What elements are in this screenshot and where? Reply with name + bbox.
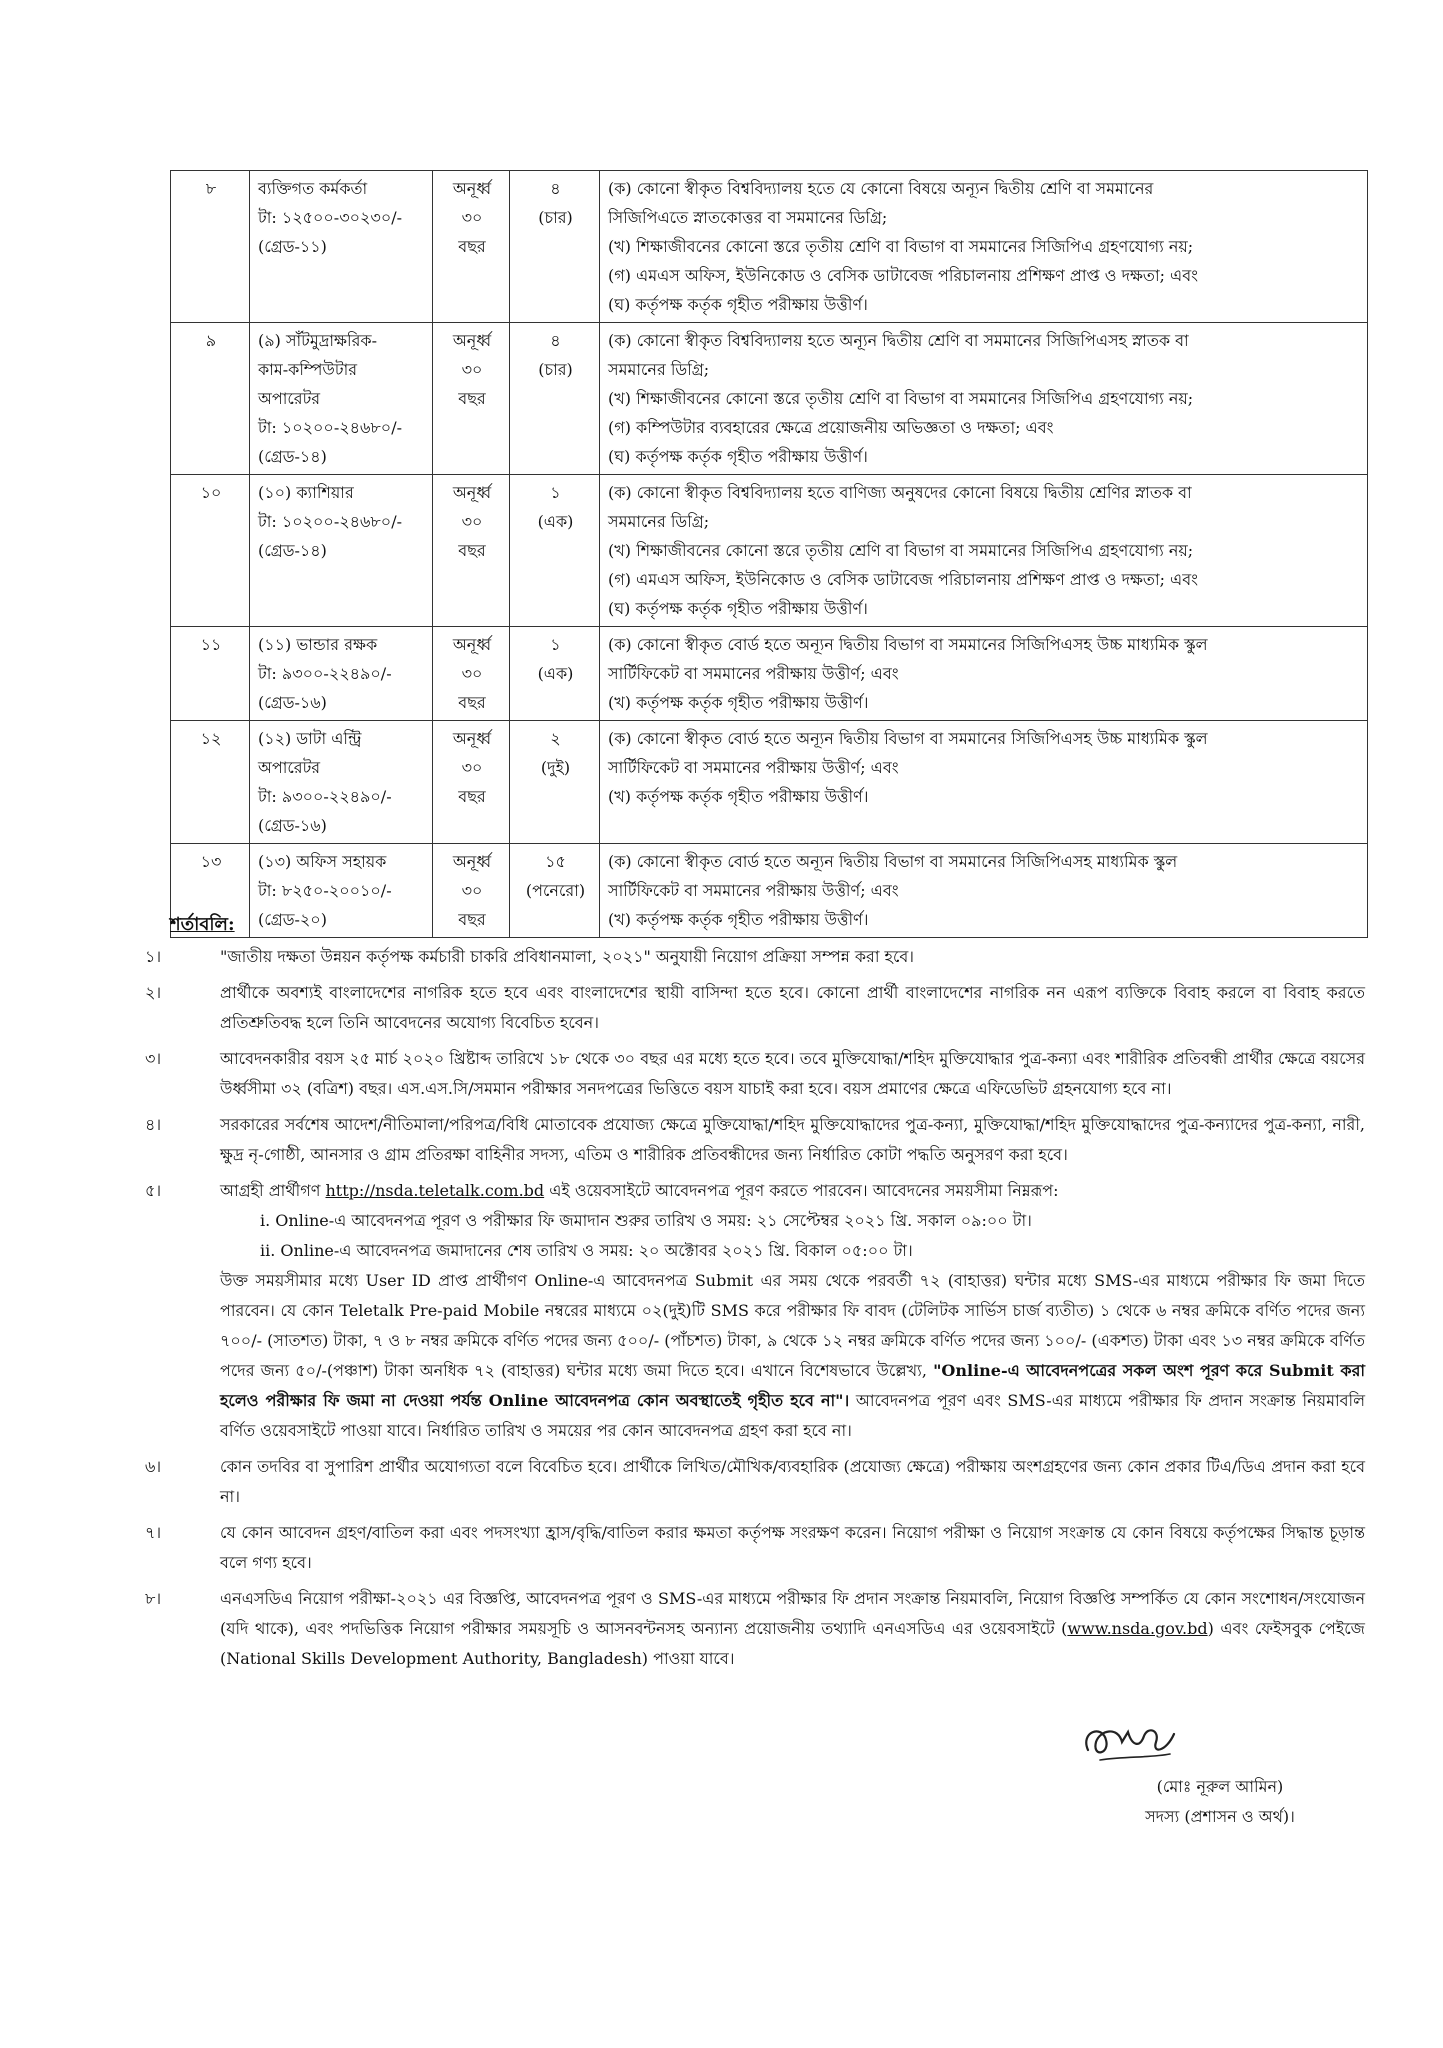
post-name-cell <box>250 721 433 844</box>
term-8-text-a: এনএসডিএ নিয়োগ পরীক্ষা-২০২১ এর বিজ্ঞপ্তি, আবেদনপত্র পূরণ ও SMS-এর মাধ্যমে পরীক্ষার ফি প্রদান সংক্রান্ত নিয়মাবলি, নিয়োগ বিজ্ঞপ্তি সম্পর্কিত যে কোন সংশোধন/সংযোজন (যদি থাকে), এবং পদভিত্তিক নিয়োগ পরীক্ষার সময়সূচি ও আসনবন্টনসহ অন্যান্য প্রয়োজনীয় তথ্যাদি এনএসডিএ এর ওয়েবসাইটে ( <box>220 1589 1365 1638</box>
term-item <box>145 1518 1365 1578</box>
qualification-line: সার্টিফিকেট বা সমমানের পরীক্ষায় উত্তীর্ণ; এবং <box>608 881 899 900</box>
qualification-line: সার্টিফিকেট বা সমমানের পরীক্ষায় উত্তীর্ণ; এবং <box>608 758 899 777</box>
age-limit-line: অনূর্ধ্ব <box>452 729 492 748</box>
term-text <box>220 1176 1365 1446</box>
qualification-cell <box>600 627 1368 721</box>
age-limit-line: অনূর্ধ্ব <box>452 179 492 198</box>
qualification-line: (ক) কোনো স্বীকৃত বোর্ড হতে অন্যূন দ্বিতীয় বিভাগ বা সমমানের সিজিপিএসহ মাধ্যমিক স্কুল <box>608 852 1178 871</box>
age-limit-line: অনূর্ধ্ব <box>452 483 492 502</box>
qualification-cell <box>600 844 1368 938</box>
post-name-line: কাম-কম্পিউটার <box>258 360 358 379</box>
qualification-line: (ক) কোনো স্বীকৃত বোর্ড হতে অন্যূন দ্বিতীয় বিভাগ বা সমমানের সিজিপিএসহ উচ্চ মাধ্যমিক স্কুল <box>608 635 1208 654</box>
signature-block <box>1070 1712 1370 1832</box>
posts-table-body <box>171 171 1368 938</box>
post-count-line: (চার) <box>538 208 573 227</box>
qualification-line: (ক) কোনো স্বীকৃত বিশ্ববিদ্যালয় হতে বাণিজ্য অনুষদের কোনো বিষয়ে দ্বিতীয় শ্রেণির স্নাতক বা <box>608 483 1192 502</box>
term-5-body-b: আবেদনপত্র পূরণ এবং SMS-এর মাধ্যমে পরীক্ষার ফি প্রদান সংক্রান্ত নিয়মাবলি বর্ণিত ওয়েবসাইটে পাওয়া যাবে। নির্ধারিত তারিখ ও সময়ের পর কোন আবেদনপত্র গ্রহণ করা হবে না। <box>220 1391 1365 1440</box>
term-number: ৬। <box>145 1457 162 1476</box>
post-count-line: (চার) <box>538 360 573 379</box>
qualification-line: (খ) শিক্ষাজীবনের কোনো স্তরে তৃতীয় শ্রেণি বা বিভাগ বা সমমানের সিজিপিএ গ্রহণযোগ্য নয়; <box>608 541 1194 560</box>
post-count-line: ১৫ <box>545 852 566 871</box>
post-name-line: টা: ১২৫০০-৩০২৩০/- <box>258 208 403 227</box>
term-number: ৩। <box>145 1049 162 1068</box>
term-number: ৮। <box>145 1589 162 1608</box>
teletalk-link[interactable]: http://nsda.teletalk.com.bd <box>325 1181 545 1200</box>
age-limit-line: বছর <box>458 541 486 560</box>
term-item <box>145 1452 1365 1512</box>
post-count-line: (এক) <box>537 512 574 531</box>
qualification-line: সমমানের ডিগ্রি; <box>608 360 710 379</box>
post-count-cell <box>510 627 600 721</box>
post-name-line: (গ্রেড-১৬) <box>258 816 327 835</box>
term-number: ৭। <box>145 1523 162 1542</box>
term-8-text-b: ) এবং ফেইসবুক পেইজে (National Skills Development Authority, Bangladesh) পাওয়া যাবে। <box>220 1619 1365 1668</box>
qualification-line: (গ) কম্পিউটার ব্যবহারের ক্ষেত্রে প্রয়োজনীয় অভিজ্ঞতা ও দক্ষতা; এবং <box>608 418 1054 437</box>
post-row <box>171 627 1368 721</box>
signatory-designation: সদস্য (প্রশাসন ও অর্থ)। <box>1145 1807 1295 1826</box>
post-row <box>171 844 1368 938</box>
post-name-line: (১৩) অফিস সহায়ক <box>258 852 387 871</box>
term-number: ৫। <box>145 1181 162 1200</box>
qualification-cell <box>600 323 1368 475</box>
qualification-line: সার্টিফিকেট বা সমমানের পরীক্ষায় উত্তীর্ণ; এবং <box>608 664 899 683</box>
post-name-line: (১২) ডাটা এন্ট্রি <box>258 729 362 748</box>
post-name-line: (গ্রেড-১৪) <box>258 447 327 466</box>
post-name-cell <box>250 844 433 938</box>
serial-cell: ১৩ <box>171 844 250 938</box>
post-count-line: ১ <box>550 635 561 654</box>
term-5-intro-a: আগ্রহী প্রার্থীগণ <box>220 1181 321 1200</box>
post-name-line: ব্যক্তিগত কর্মকর্তা <box>258 179 368 198</box>
age-limit-line: অনূর্ধ্ব <box>452 852 492 871</box>
qualification-line: (ঘ) কর্তৃপক্ষ কর্তৃক গৃহীত পরীক্ষায় উত্তীর্ণ। <box>608 599 868 618</box>
serial-cell: ১২ <box>171 721 250 844</box>
deadline-end: ii. Online-এ আবেদনপত্র জমাদানের শেষ তারিখ ও সময়: ২০ অক্টোবর ২০২১ খ্রি. বিকাল ০৫:০০ টা। <box>260 1241 913 1260</box>
post-name-line: (গ্রেড-১৪) <box>258 541 327 560</box>
age-limit-line: বছর <box>458 910 486 929</box>
signatory-name: (মোঃ নূরুল আমিন) <box>1156 1777 1284 1796</box>
qualification-line: (গ) এমএস অফিস, ইউনিকোড ও বেসিক ডাটাবেজ পরিচালনায় প্রশিক্ষণ প্রাপ্ত ও দক্ষতা; এবং <box>608 570 1199 589</box>
qualification-line: সিজিপিএতে স্নাতকোত্তর বা সমমানের ডিগ্রি; <box>608 208 888 227</box>
qualification-line: (গ) এমএস অফিস, ইউনিকোড ও বেসিক ডাটাবেজ পরিচালনায় প্রশিক্ষণ প্রাপ্ত ও দক্ষতা; এবং <box>608 266 1199 285</box>
post-name-cell <box>250 323 433 475</box>
post-count-cell <box>510 475 600 627</box>
age-limit-cell <box>433 627 510 721</box>
serial-cell: ১০ <box>171 475 250 627</box>
post-count-line: ১ <box>550 483 561 502</box>
post-count-line: (পনেরো) <box>525 881 586 900</box>
serial-cell: ৮ <box>171 171 250 323</box>
term-item <box>145 1176 1365 1446</box>
term-item <box>145 1584 1365 1674</box>
age-limit-line: ৩০ <box>461 758 483 777</box>
age-limit-line: বছর <box>458 237 486 256</box>
age-limit-cell <box>433 171 510 323</box>
term-5-intro-b: এই ওয়েবসাইটে আবেদনপত্র পূরণ করতে পারবেন। আবেদনের সময়সীমা নিম্নরূপ: <box>549 1181 1059 1200</box>
handwritten-signature <box>1070 1712 1190 1772</box>
age-limit-line: অনূর্ধ্ব <box>452 331 492 350</box>
age-limit-line: ৩০ <box>461 881 483 900</box>
post-count-line: ৪ <box>550 179 561 198</box>
post-row <box>171 171 1368 323</box>
serial-cell: ৯ <box>171 323 250 475</box>
age-limit-cell <box>433 323 510 475</box>
qualification-line: (ঘ) কর্তৃপক্ষ কর্তৃক গৃহীত পরীক্ষায় উত্তীর্ণ। <box>608 295 868 314</box>
serial-cell: ১১ <box>171 627 250 721</box>
term-5-important-note: "Online-এ আবেদনপত্রের সকল অংশ পূরণ করে Submit করা হলেও পরীক্ষার ফি জমা না দেওয়া পর্যন্ত Online আবেদনপত্র কোন অবস্থাতেই গৃহীত হবে না"। <box>220 1361 1366 1410</box>
post-count-line: (দুই) <box>540 758 571 777</box>
deadline-start: i. Online-এ আবেদনপত্র পূরণ ও পরীক্ষার ফি জমাদান শুরুর তারিখ ও সময়: ২১ সেপ্টেম্বর ২০২১ খ্রি. সকাল ০৯:০০ টা। <box>260 1211 1032 1230</box>
post-name-line: টা: ১০২০০-২৪৬৮০/- <box>258 418 403 437</box>
age-limit-line: বছর <box>458 787 486 806</box>
qualification-cell <box>600 721 1368 844</box>
age-limit-cell <box>433 721 510 844</box>
post-name-cell <box>250 627 433 721</box>
post-name-line: অপারেটর <box>258 758 321 777</box>
terms-list <box>145 942 1365 1680</box>
qualification-line: (খ) কর্তৃপক্ষ কর্তৃক গৃহীত পরীক্ষায় উত্তীর্ণ। <box>608 693 869 712</box>
age-limit-line: অনূর্ধ্ব <box>452 635 492 654</box>
post-name-line: (গ্রেড-১১) <box>258 237 327 256</box>
age-limit-line: ৩০ <box>461 360 483 379</box>
post-count-line: (এক) <box>537 664 574 683</box>
qualification-line: (খ) কর্তৃপক্ষ কর্তৃক গৃহীত পরীক্ষায় উত্তীর্ণ। <box>608 910 869 929</box>
post-name-cell <box>250 171 433 323</box>
post-row <box>171 323 1368 475</box>
qualification-line: (খ) শিক্ষাজীবনের কোনো স্তরে তৃতীয় শ্রেণি বা বিভাগ বা সমমানের সিজিপিএ গ্রহণযোগ্য নয়; <box>608 389 1194 408</box>
post-name-line: (১০) ক্যাশিয়ার <box>258 483 354 502</box>
qualification-cell <box>600 475 1368 627</box>
term-item <box>145 942 1365 972</box>
post-count-cell <box>510 171 600 323</box>
post-count-cell <box>510 721 600 844</box>
post-count-line: ৪ <box>550 331 561 350</box>
term-5-body-a: উক্ত সময়সীমার মধ্যে User ID প্রাপ্ত প্রার্থীগণ Online-এ আবেদনপত্র Submit এর সময় থেকে পরবর্তী ৭২ (বাহাত্তর) ঘন্টার মধ্যে SMS-এর মাধ্যমে পরীক্ষার ফি জমা দিতে পারবেন। যে কোন Teletalk Pre-paid Mobile নম্বরের মাধ্যমে ০২(দুই)টি SMS করে পরীক্ষার ফি বাবদ (টেলিটক সার্ভিস চার্জ ব্যতীত) ১ থেকে ৬ নম্বর ক্রমিকে বর্ণিত পদের জন্য ৭০০/- (সাতশত) টাকা, ৭ ও ৮ নম্বর ক্রমিকে বর্ণিত পদের জন্য ৫০০/- (পাঁচশত) টাকা, ৯ থেকে ১২ নম্বর ক্রমিকে বর্ণিত পদের জন্য ১০০/- (একশত) টাকা এবং ১৩ নম্বর ক্রমিকে বর্ণিত পদের জন্য ৫০/-(পঞ্চাশ) টাকা অনধিক ৭২ (বাহাত্তর) ঘন্টার মধ্যে জমা দিতে হবে। এখানে বিশেষভাবে উল্লেখ্য, <box>220 1271 1365 1380</box>
post-count-cell <box>510 323 600 475</box>
post-name-cell <box>250 475 433 627</box>
qualification-line: (ক) কোনো স্বীকৃত বোর্ড হতে অন্যূন দ্বিতীয় বিভাগ বা সমমানের সিজিপিএসহ উচ্চ মাধ্যমিক স্কুল <box>608 729 1208 748</box>
post-row <box>171 721 1368 844</box>
term-text: আবেদনকারীর বয়স ২৫ মার্চ ২০২০ খ্রিষ্টাব্দ তারিখে ১৮ থেকে ৩০ বছর এর মধ্যে হতে হবে। তবে মুক্তিযোদ্ধা/শহিদ মুক্তিযোদ্ধার পুত্র-কন্যা এবং শারীরিক প্রতিবন্ধী প্রার্থীর ক্ষেত্রে বয়সের উর্ধ্বসীমা ৩২ (বত্রিশ) বছর। এস.এস.সি/সমমান পরীক্ষার সনদপত্রের ভিত্তিতে বয়স যাচাই করা হবে। বয়স প্রমাণের ক্ষেত্রে এফিডেভিট গ্রহনযোগ্য হবে না। <box>220 1049 1365 1098</box>
qualification-cell <box>600 171 1368 323</box>
post-name-line: অপারেটর <box>258 389 321 408</box>
qualification-line: (খ) শিক্ষাজীবনের কোনো স্তরে তৃতীয় শ্রেণি বা বিভাগ বা সমমানের সিজিপিএ গ্রহণযোগ্য নয়; <box>608 237 1194 256</box>
post-name-line: (১১) ভান্ডার রক্ষক <box>258 635 378 654</box>
term-item <box>145 1044 1365 1104</box>
post-name-line: টা: ১০২০০-২৪৬৮০/- <box>258 512 403 531</box>
qualification-line: সমমানের ডিগ্রি; <box>608 512 710 531</box>
age-limit-line: ৩০ <box>461 208 483 227</box>
post-name-line: টা: ৯৩০০-২২৪৯০/- <box>258 664 392 683</box>
post-name-line: (গ্রেড-১৬) <box>258 693 327 712</box>
post-name-line: (৯) সাঁটমুদ্রাক্ষরিক- <box>258 331 377 350</box>
term-text: যে কোন আবেদন গ্রহণ/বাতিল করা এবং পদসংখ্যা হ্রাস/বৃদ্ধি/বাতিল করার ক্ষমতা কর্তৃপক্ষ সংরক্ষণ করেন। নিয়োগ পরীক্ষা ও নিয়োগ সংক্রান্ত যে কোন বিষয়ে কর্তৃপক্ষের সিদ্ধান্ত চূড়ান্ত বলে গণ্য হবে। <box>220 1523 1365 1572</box>
term-item <box>145 1110 1365 1170</box>
term-item <box>145 978 1365 1038</box>
qualification-line: (ঘ) কর্তৃপক্ষ কর্তৃক গৃহীত পরীক্ষায় উত্তীর্ণ। <box>608 447 868 466</box>
term-text: "জাতীয় দক্ষতা উন্নয়ন কর্তৃপক্ষ কর্মচারী চাকরি প্রবিধানমালা, ২০২১" অনুযায়ী নিয়োগ প্রক্রিয়া সম্পন্ন করা হবে। <box>220 947 915 966</box>
term-text: সরকারের সর্বশেষ আদেশ/নীতিমালা/পরিপত্র/বিধি মোতাবেক প্রযোজ্য ক্ষেত্রে মুক্তিযোদ্ধা/শহিদ মুক্তিযোদ্ধাদের পুত্র-কন্যা, মুক্তিযোদ্ধা/শহিদ মুক্তিযোদ্ধাদের পুত্র-কন্যাদের পুত্র-কন্যা, নারী, ক্ষুদ্র নৃ-গোষ্ঠী, আনসার ও গ্রাম প্রতিরক্ষা বাহিনীর সদস্য, এতিম ও শারীরিক প্রতিবন্ধীদের জন্য নির্ধারিত কোটা পদ্ধতি অনুসরণ করা হবে। <box>220 1115 1365 1164</box>
term-number: ২। <box>145 983 162 1002</box>
post-name-line: (গ্রেড-২০) <box>258 910 327 929</box>
posts-table <box>170 170 1368 938</box>
term-number: ৪। <box>145 1115 162 1134</box>
age-limit-line: ৩০ <box>461 664 483 683</box>
term-number: ১। <box>145 947 162 966</box>
term-text: প্রার্থীকে অবশ্যই বাংলাদেশের নাগরিক হতে হবে এবং বাংলাদেশের স্থায়ী বাসিন্দা হতে হবে। কোনো প্রার্থী বাংলাদেশের নাগরিক নন এরূপ ব্যক্তিকে বিবাহ করলে বা বিবাহ করতে প্রতিশ্রুতিবদ্ধ হলে তিনি আবেদনের অযোগ্য বিবেচিত হবেন। <box>220 983 1365 1032</box>
post-row <box>171 475 1368 627</box>
post-name-line: টা: ৮২৫০-২০০১০/- <box>258 881 392 900</box>
post-name-line: টা: ৯৩০০-২২৪৯০/- <box>258 787 392 806</box>
terms-heading: শর্তাবলি: <box>170 914 235 935</box>
qualification-line: (ক) কোনো স্বীকৃত বিশ্ববিদ্যালয় হতে অন্যূন দ্বিতীয় শ্রেণি বা সমমানের সিজিপিএসহ স্নাতক বা <box>608 331 1189 350</box>
post-count-cell <box>510 844 600 938</box>
post-count-line: ২ <box>550 729 561 748</box>
term-text <box>220 1584 1365 1674</box>
age-limit-line: ৩০ <box>461 512 483 531</box>
qualification-line: (ক) কোনো স্বীকৃত বিশ্ববিদ্যালয় হতে যে কোনো বিষয়ে অন্যূন দ্বিতীয় শ্রেণি বা সমমানের <box>608 179 1154 198</box>
qualification-line: (খ) কর্তৃপক্ষ কর্তৃক গৃহীত পরীক্ষায় উত্তীর্ণ। <box>608 787 869 806</box>
age-limit-cell <box>433 844 510 938</box>
age-limit-cell <box>433 475 510 627</box>
nsda-website-link[interactable]: www.nsda.gov.bd <box>1067 1619 1208 1638</box>
term-text: কোন তদবির বা সুপারিশ প্রার্থীর অযোগ্যতা বলে বিবেচিত হবে। প্রার্থীকে লিখিত/মৌখিক/ব্যবহারিক (প্রযোজ্য ক্ষেত্রে) পরীক্ষায় অংশগ্রহণের জন্য কোন প্রকার টিএ/ডিএ প্রদান করা হবে না। <box>220 1457 1365 1506</box>
age-limit-line: বছর <box>458 389 486 408</box>
age-limit-line: বছর <box>458 693 486 712</box>
